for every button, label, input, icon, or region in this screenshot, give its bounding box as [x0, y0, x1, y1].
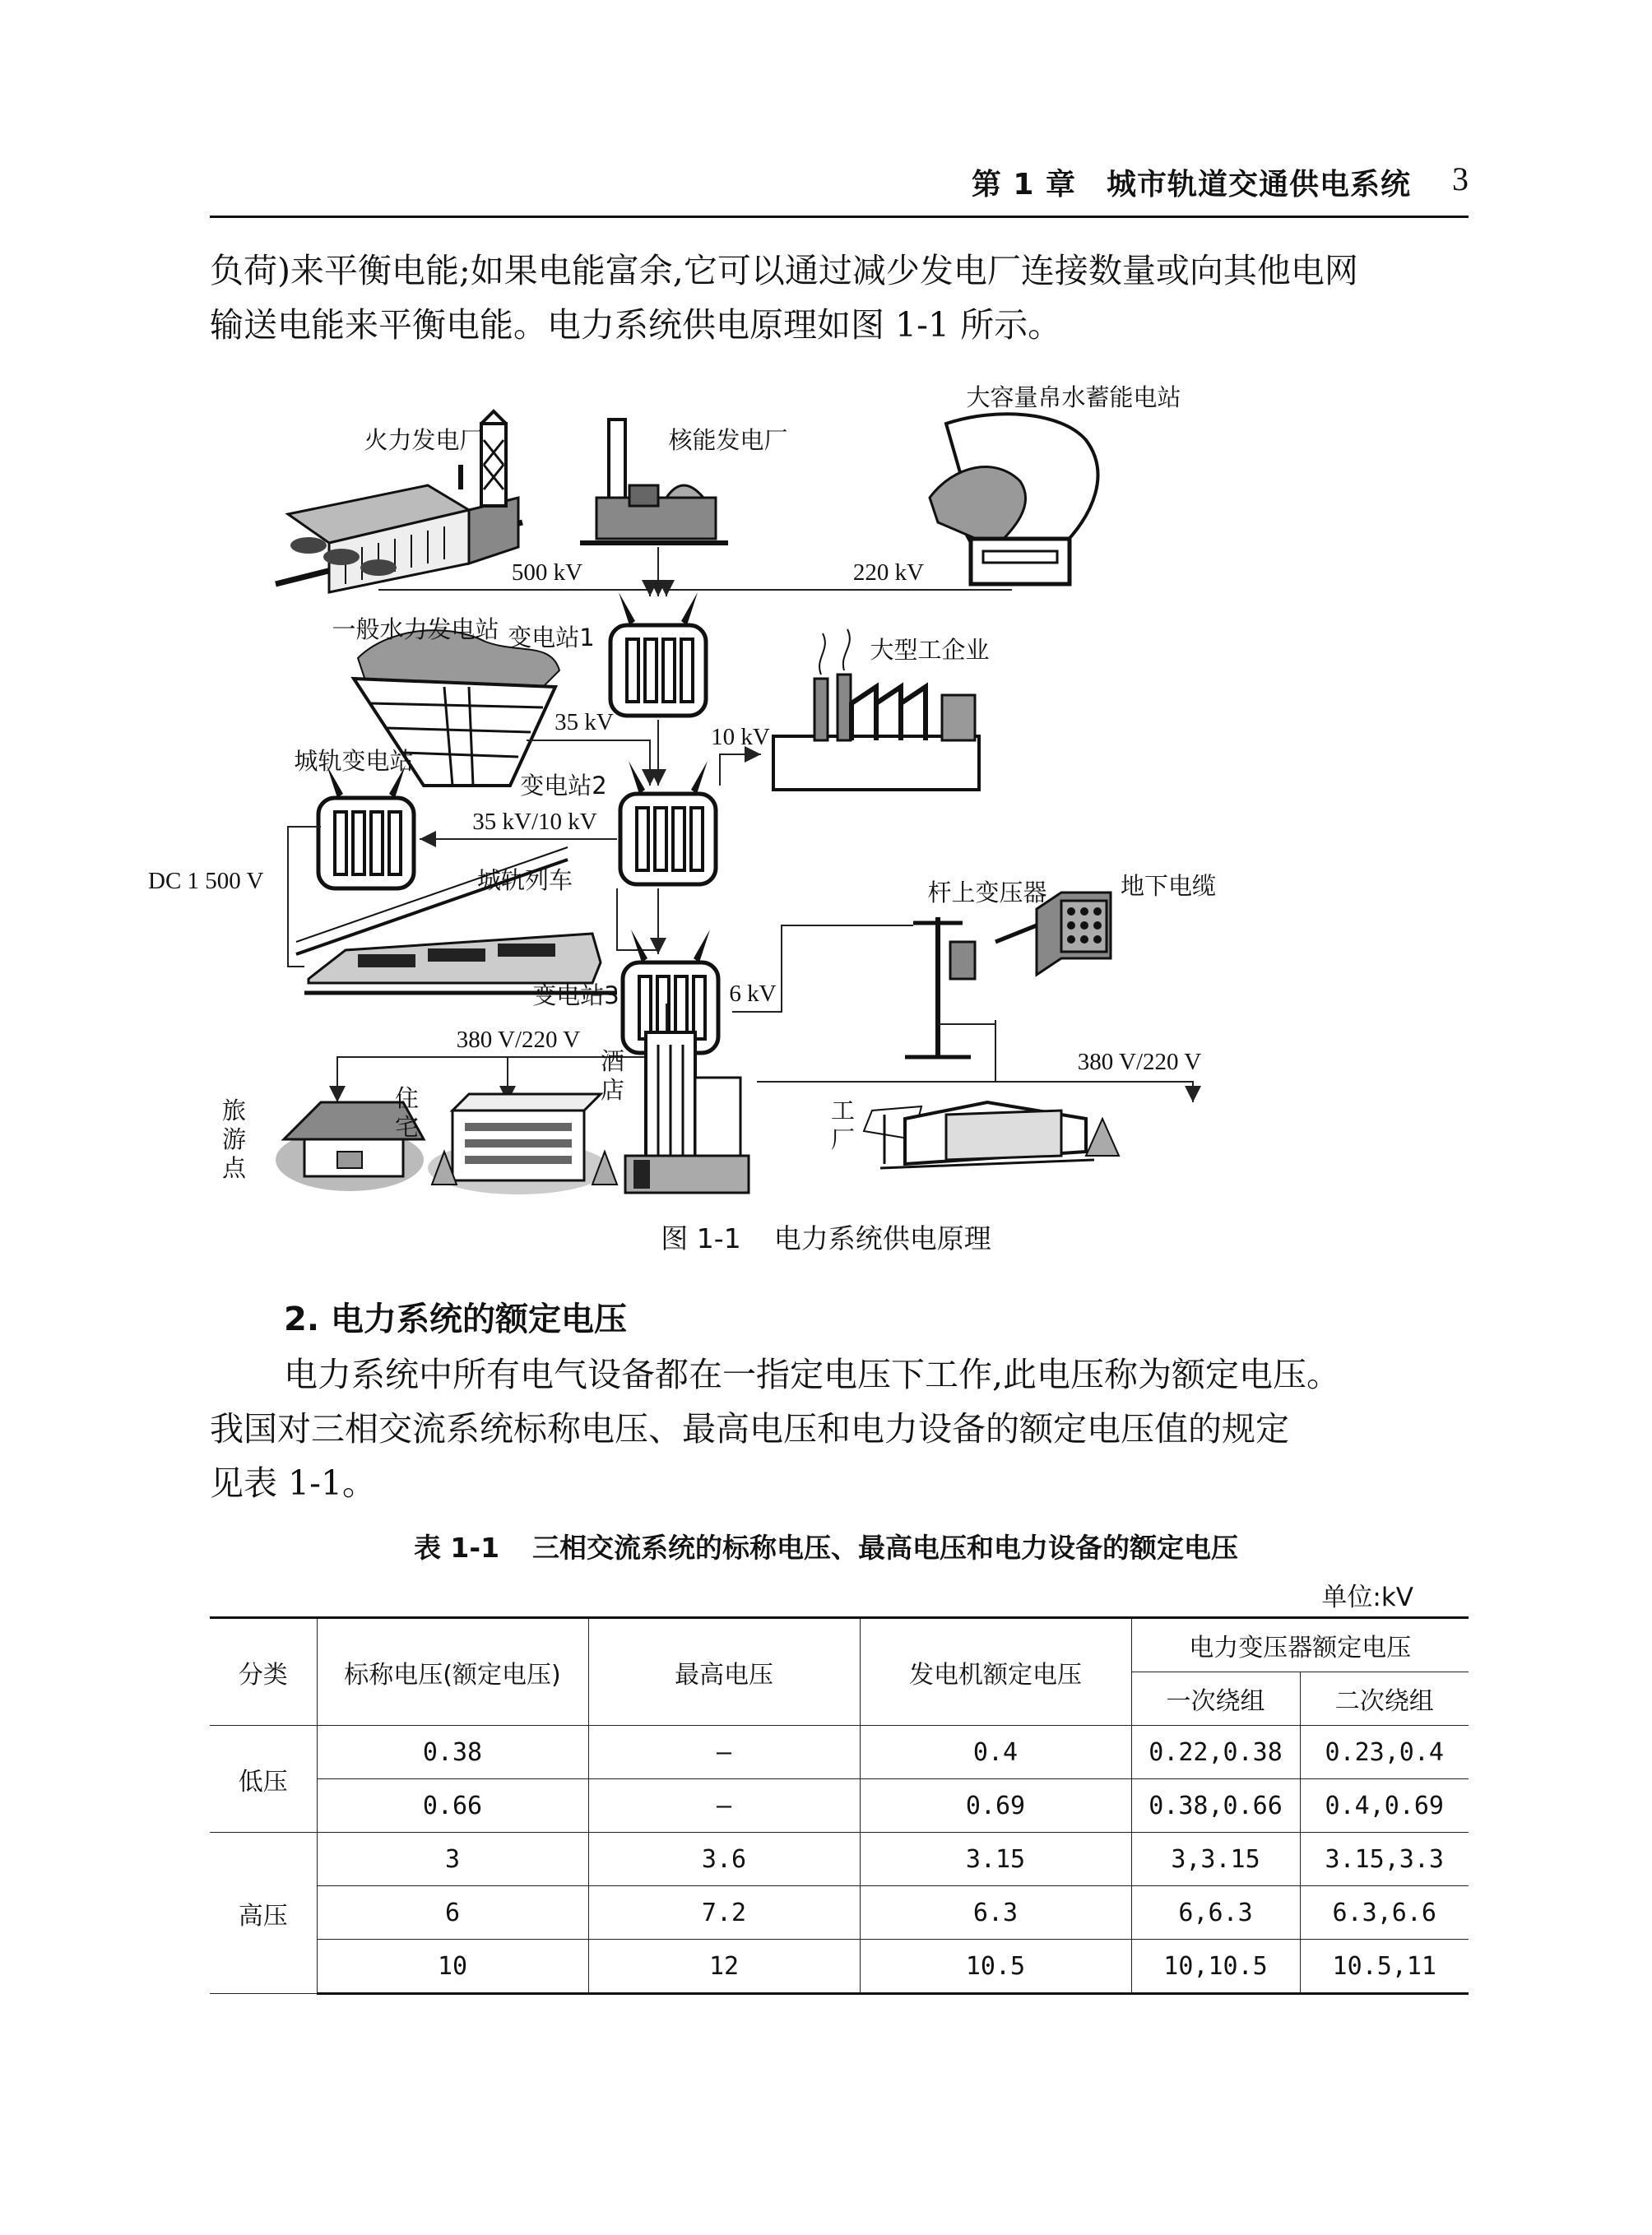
header-rule	[210, 216, 1469, 218]
header-generator: 发电机额定电压	[860, 1618, 1131, 1726]
figure-number: 图 1-1	[661, 1222, 741, 1254]
table-cell: 10.5,11	[1300, 1940, 1469, 1994]
factory-label-1: 工	[831, 1097, 856, 1124]
header-nominal: 标称电压(额定电压)	[317, 1618, 588, 1726]
table-cell: 6.3	[860, 1886, 1131, 1940]
table-cell: 3.15	[860, 1833, 1131, 1886]
paragraph-line: 输送电能来平衡电能。电力系统供电原理如图 1-1 所示。	[210, 305, 1062, 345]
hotel-label-2: 店	[601, 1076, 625, 1104]
tourist-label-1: 旅	[222, 1097, 247, 1124]
table-cell: 10	[317, 1940, 588, 1994]
table-cell: —	[588, 1779, 860, 1833]
substation1-icon	[610, 592, 706, 716]
table-cell: 0.66	[317, 1779, 588, 1833]
paragraph-line: 电力系统中所有电气设备都在一指定电压下工作,此电压称为额定电压。	[284, 1355, 1341, 1394]
paragraph-line: 负荷)来平衡电能;如果电能富余,它可以通过减少发电厂连接数量或向其他电网	[210, 251, 1358, 290]
group-low: 低压	[210, 1726, 317, 1833]
large-industry-label: 大型工企业	[870, 636, 990, 664]
table-cell: 10.5	[860, 1940, 1131, 1994]
table-cell: —	[588, 1726, 860, 1779]
tourist-label-3: 点	[222, 1154, 247, 1182]
paragraph-line: 我国对三相交流系统标称电压、最高电压和电力设备的额定电压值的规定	[210, 1409, 1289, 1449]
thermal-plant-label: 火力发电厂	[364, 426, 484, 454]
section-heading: 2. 电力系统的额定电压	[284, 1301, 627, 1338]
dc-voltage-label: DC 1 500 V	[148, 868, 264, 894]
page-number: 3	[1452, 160, 1469, 197]
table-cell: 0.4	[860, 1726, 1131, 1779]
table-cell: 0.4,0.69	[1300, 1779, 1469, 1833]
table-row	[210, 1940, 1469, 1994]
header-secondary: 二次绕组	[1300, 1672, 1469, 1726]
metro-substation-label: 城轨变电站	[294, 747, 414, 775]
pole-transformer-label: 杆上变压器	[927, 879, 1047, 907]
voltage-500kv: 500 kV	[511, 559, 583, 586]
table-cell: 0.23,0.4	[1300, 1726, 1469, 1779]
chapter-title: 第 1 章 城市轨道交通供电系统	[971, 168, 1411, 202]
pumped-storage-label: 大容量帛水蓄能电站	[966, 383, 1181, 411]
table-unit: 单位:kV	[1321, 1583, 1413, 1612]
substation2-icon	[620, 761, 716, 884]
table-cell: 0.69	[860, 1779, 1131, 1833]
voltage-6kv: 6 kV	[729, 981, 777, 1007]
hotel-label-1: 酒	[601, 1047, 625, 1075]
paragraph-line: 见表 1-1。	[210, 1463, 377, 1503]
table-cell: 0.38	[317, 1726, 588, 1779]
running-header	[210, 161, 1469, 211]
residence-label-2: 宅	[395, 1113, 420, 1141]
table-row	[210, 1726, 1469, 1779]
table-cell: 10,10.5	[1131, 1940, 1300, 1994]
pumped-storage-icon	[930, 414, 1097, 584]
substation1-label: 变电站1	[508, 624, 595, 651]
table-cell: 6.3,6.6	[1300, 1886, 1469, 1940]
voltage-220kv: 220 kV	[852, 559, 925, 586]
table-cell: 12	[588, 1940, 860, 1994]
table-cell: 6	[317, 1886, 588, 1940]
residence-label-1: 住	[395, 1084, 420, 1112]
power-system-figure	[148, 374, 1423, 1197]
factory-label-2: 厂	[831, 1125, 856, 1153]
voltage-10kv: 10 kV	[711, 724, 770, 750]
table-title-text: 三相交流系统的标称电压、最高电压和电力设备的额定电压	[532, 1532, 1239, 1564]
substation2-label: 变电站2	[520, 772, 607, 800]
voltage-35-10kv: 35 kV/10 kV	[472, 809, 597, 835]
table-cell: 3	[317, 1833, 588, 1886]
header-primary: 一次绕组	[1131, 1672, 1300, 1726]
metro-substation-icon	[318, 765, 414, 888]
header-highest: 最高电压	[588, 1618, 860, 1726]
power-system-diagram	[148, 374, 1423, 1197]
table-row	[210, 1886, 1469, 1940]
underground-cable-label: 地下电缆	[1120, 872, 1217, 900]
header-category: 分类	[210, 1618, 317, 1726]
table-row	[210, 1833, 1469, 1886]
figure-caption	[0, 1217, 1652, 1256]
hydro-plant-label: 一般水力发电站	[332, 615, 499, 643]
group-high: 高压	[210, 1833, 317, 1994]
intro-paragraph	[210, 243, 1469, 352]
tourist-label-2: 游	[222, 1125, 247, 1153]
nuclear-plant-label: 核能发电厂	[668, 426, 788, 454]
voltage-35kv: 35 kV	[555, 709, 614, 735]
table-cell: 7.2	[588, 1886, 860, 1940]
section-paragraph	[210, 1347, 1469, 1510]
factory-icon	[864, 1102, 1119, 1168]
figure-caption-text: 电力系统供电原理	[773, 1222, 991, 1254]
table-cell: 0.22,0.38	[1131, 1726, 1300, 1779]
pole-transformer-icon	[905, 917, 975, 1057]
voltage-380v-b: 380 V/220 V	[1077, 1049, 1202, 1075]
table-cell: 6,6.3	[1131, 1886, 1300, 1940]
table-cell: 3.15,3.3	[1300, 1833, 1469, 1886]
voltage-380v-a: 380 V/220 V	[456, 1027, 581, 1053]
table-row	[210, 1779, 1469, 1833]
table-cell: 3.6	[588, 1833, 860, 1886]
table-header-row	[210, 1618, 1469, 1672]
substation3-label: 变电站3	[532, 981, 620, 1009]
table-cell: 3,3.15	[1131, 1833, 1300, 1886]
metro-train-label: 城轨列车	[477, 866, 573, 894]
voltage-table	[210, 1616, 1469, 1995]
residence-icon	[428, 1094, 617, 1194]
header-transformer: 电力变压器额定电压	[1131, 1618, 1469, 1672]
table-number: 表 1-1	[413, 1532, 500, 1564]
table-cell: 0.38,0.66	[1131, 1779, 1300, 1833]
table-title	[0, 1527, 1652, 1565]
